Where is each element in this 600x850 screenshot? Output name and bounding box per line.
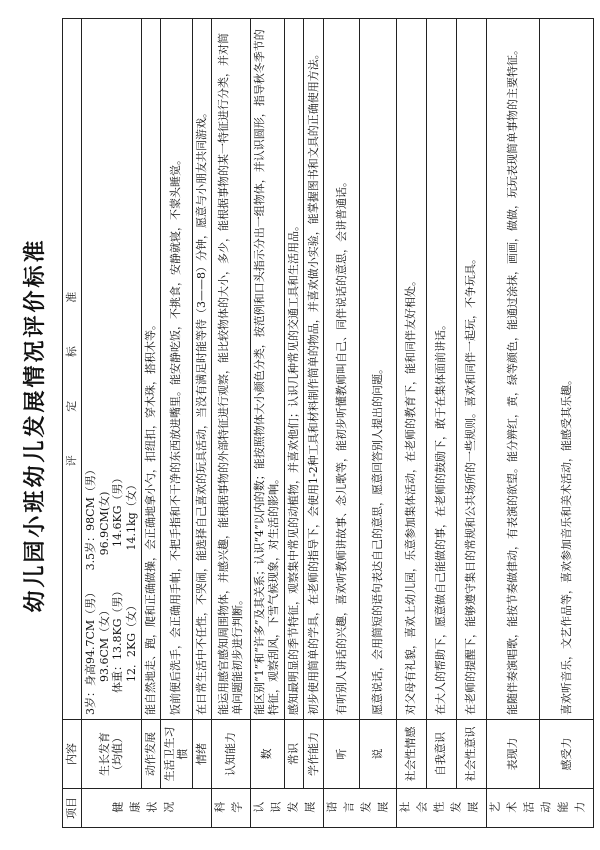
content-number: 数 xyxy=(250,720,284,789)
table-row xyxy=(250,19,284,828)
criteria-expression: 能随伴奏演唱歌，能按节奏做律动，有表演的欲望。能分辨红，黄，绿等颜色，能通过涂抹，画画，做做，玩玩表现简单事物的主要特征。 xyxy=(486,19,540,720)
content-self-awareness: 自我意识 xyxy=(426,720,456,789)
domain-health: 健康状况 xyxy=(81,789,211,828)
criteria-appreciation: 喜欢听音乐，文艺作品等，喜欢参加音乐和美术活动，能感受其乐趣。 xyxy=(540,19,594,720)
domain-social: 社会性发展 xyxy=(396,789,486,828)
content-emotion: 情绪 xyxy=(193,720,212,789)
table-row xyxy=(323,19,360,828)
table-row xyxy=(426,19,456,828)
table-row xyxy=(141,19,160,828)
header-project: 项目 xyxy=(63,789,82,828)
content-learning: 学作能力 xyxy=(304,720,324,789)
content-expression: 表现力 xyxy=(486,720,540,789)
header-row xyxy=(63,19,82,828)
table-row xyxy=(486,19,540,828)
criteria-growth: 3岁：身高94.7CM（男） 3.5岁：98CM（男） 93.6CM（女） 96.9CM(女) 体重：13.8KG（男） 14.6KG（男） 12．2KG（女） 14.1kg（女） xyxy=(81,19,141,720)
content-listen: 听 xyxy=(323,720,360,789)
criteria-cognitive-ability: 能运用感官感知周围物体，并感兴趣，能根据事物的外部特征进行观察，能比较物体的大小，多少，能根据事物的某一特征进行分类，并对简单问题能初步进行判断。 xyxy=(211,19,250,720)
content-motor: 动作发展 xyxy=(141,720,160,789)
criteria-learning: 初步使用简单的学具，在老师的指导下，会使用1-2种工具和材料制作简单的物品，并喜欢做小实验，能掌握图书和文具的正确使用方法。 xyxy=(304,19,324,720)
criteria-listen: 有听别人讲话的兴趣，喜欢听教师讲故事、念儿歌等，能初步听懂教师叫自己、同伴说话的意思，会讲普通话。 xyxy=(323,19,360,720)
criteria-social-awareness: 在老师的提醒下，能够遵守集日的常规和公共场所的一些规则。喜欢和同伴一起玩，不争玩具。 xyxy=(456,19,486,720)
table-row xyxy=(160,19,193,828)
domain-science: 科学 xyxy=(211,789,250,828)
page-title: 幼儿园小班幼儿发展情况评价标准 xyxy=(22,237,48,613)
table-row xyxy=(81,19,141,828)
criteria-emotion: 在日常生活中不任性，不哭闹，能选择自己喜欢的玩具活动，当没有满足时能等待（3——8）分钟，愿意与小朋友共同游戏。 xyxy=(193,19,212,720)
criteria-self-awareness: 在大人的帮助下，愿意做自己能做的事，在老师的鼓励下，敢于在集体面前讲话。 xyxy=(426,19,456,720)
criteria-social-emotion: 对父母有礼貌，喜欢上幼儿园，乐意参加集体活动，在老师的教育下，能和同伴友好相处。 xyxy=(396,19,426,720)
content-growth: 生长发育（均值） xyxy=(81,720,141,789)
content-appreciation: 感受力 xyxy=(540,720,594,789)
content-speak: 说 xyxy=(360,720,397,789)
table-row xyxy=(284,19,304,828)
content-social-emotion: 社会性情感 xyxy=(396,720,426,789)
criteria-common-sense: 感知最明显的季节特征，观察集中常见的动植物，并喜欢他们；认识几种常见的交通工具和生活用品。 xyxy=(284,19,304,720)
domain-art: 艺术活动能力 xyxy=(486,789,593,828)
table-row xyxy=(456,19,486,828)
criteria-speak: 愿意说话，会用简短的语句表达自己的意思，愿意回答别人提出的问题。 xyxy=(360,19,397,720)
criteria-number: 能区别“1”和“许多”及其关系；认识“4”以内的数；能按照物体大小颜色分类，按范例和口头指示分出一组物体，并认识圆形，指导秋冬季节的特征，观察刮风，下雪气候现象，对生活的影响。 xyxy=(250,19,284,720)
content-hygiene: 生活卫生习惯 xyxy=(160,720,193,789)
header-content: 内容 xyxy=(63,720,82,789)
content-social-awareness: 社会性意识 xyxy=(456,720,486,789)
table-row xyxy=(304,19,324,828)
table-row xyxy=(193,19,212,828)
table-row xyxy=(396,19,426,828)
table-row xyxy=(360,19,397,828)
table-row xyxy=(540,19,594,828)
domain-language: 语言发展 xyxy=(323,789,396,828)
content-cognitive-ability: 认知能力 xyxy=(211,720,250,789)
header-criteria: 评 定 标 准 xyxy=(63,19,82,720)
criteria-motor: 能自然地走、跑，爬和正确做操，会正确地拿小勺，扣纽扣，穿木珠，搭积木等。 xyxy=(141,19,160,720)
criteria-hygiene: 饭前便后洗手，会正确用手帕，不把手指和不干净的东西放进嘴里。能安静吃饭，不挑食，安静就寝，不蒙头睡觉。 xyxy=(160,19,193,720)
evaluation-table xyxy=(62,18,594,828)
table-row xyxy=(211,19,250,828)
domain-cognition: 认识发展 xyxy=(250,789,323,828)
content-common-sense: 常识 xyxy=(284,720,304,789)
